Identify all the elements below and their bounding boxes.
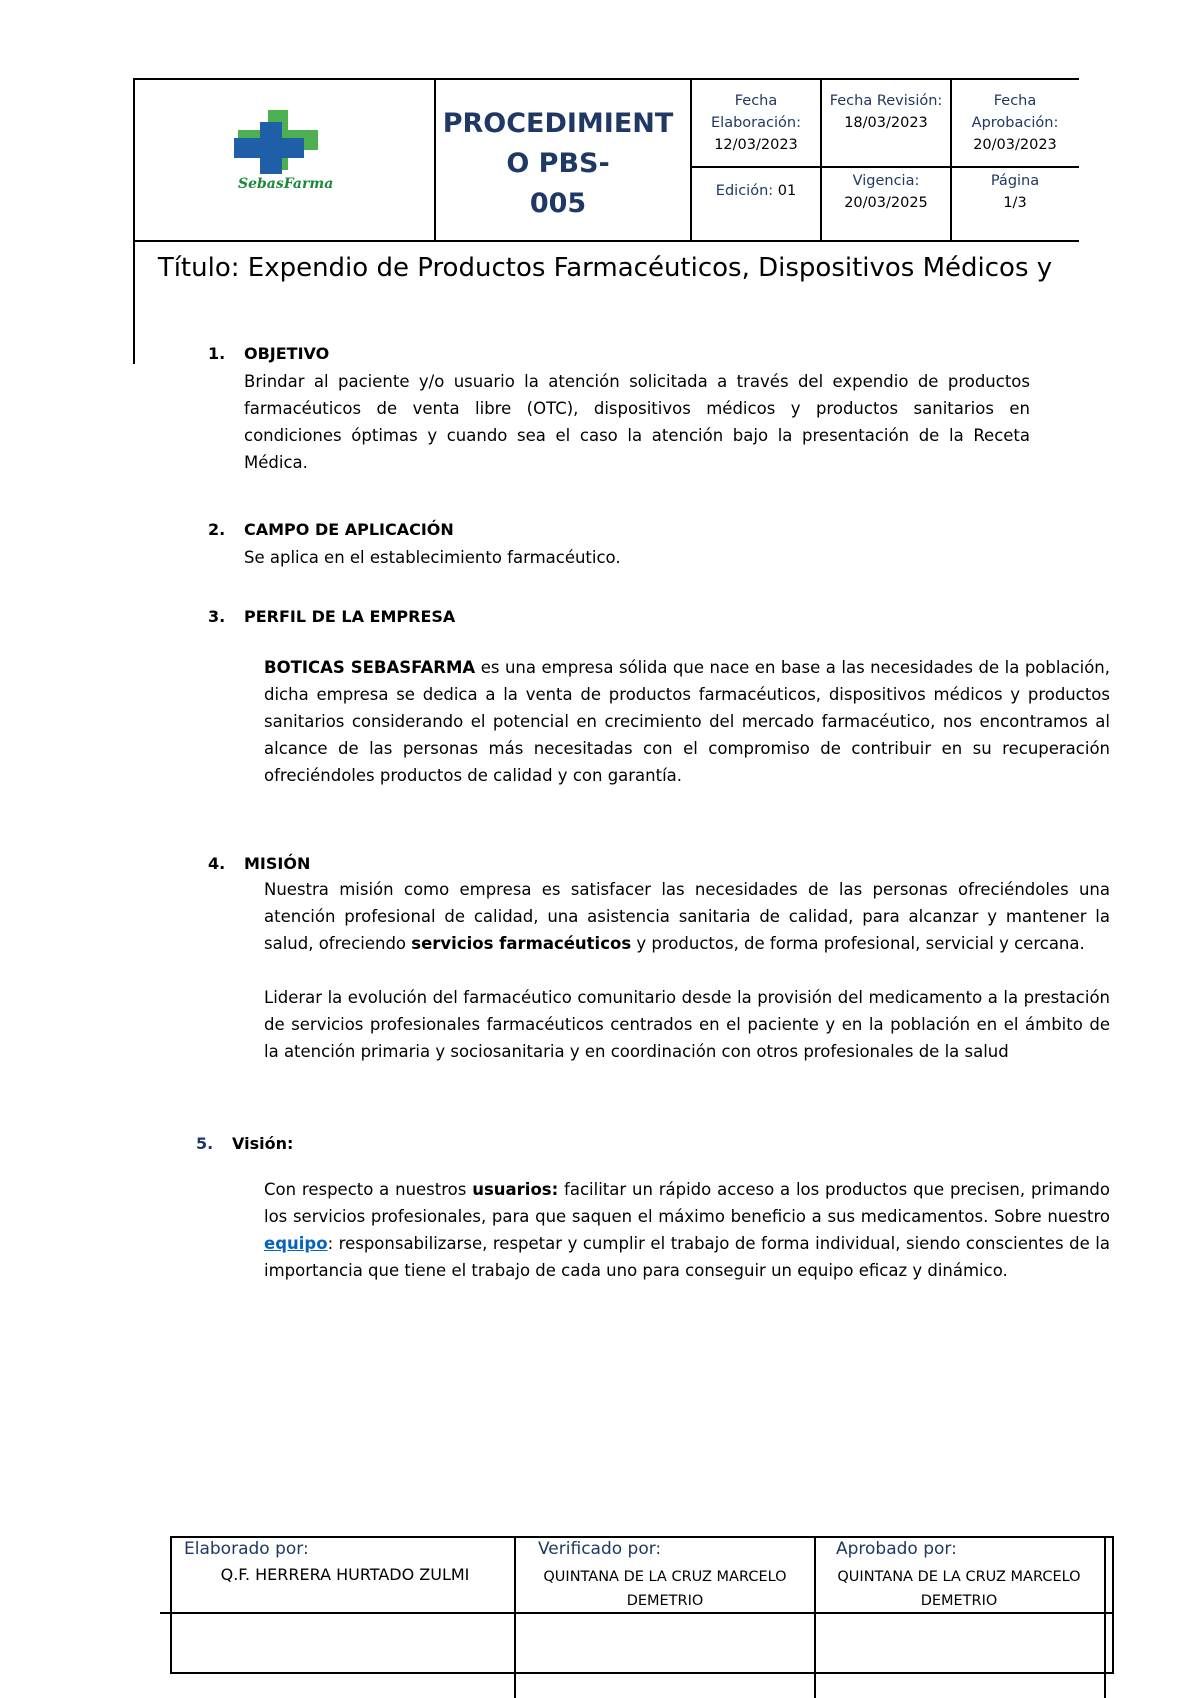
section-heading: OBJETIVO [244,344,330,363]
procedure-code [438,104,678,224]
rule [133,240,1079,242]
meta-label: Fecha Revisión: [829,93,943,109]
meta-label: Vigencia: [852,173,920,189]
aprobado-name: QUINTANA DE LA CRUZ MARCELO DEMETRIO [837,1569,1081,1609]
meta-value: 12/03/2023 [714,137,798,153]
edicion [692,180,820,202]
rule [133,78,1079,80]
section-number: 5. [196,1134,214,1153]
bold-text: servicios farmacéuticos [411,934,632,953]
section-heading: MISIÓN [244,854,311,873]
rule [170,1536,1114,1538]
elaborado-label: Elaborado por: [184,1539,309,1559]
rule [514,1536,516,1698]
section-heading: PERFIL DE LA EMPRESA [244,607,456,626]
meta-value: 18/03/2023 [844,115,928,131]
company-name: BOTICAS SEBASFARMA [264,658,476,677]
section-body [264,654,1110,789]
section-number: 4. [208,854,226,873]
procedure-line: PROCEDIMIENT [442,108,674,139]
body-text: : responsabilizarse, respetar y cumplir el trabajo de forma individual, siendo conscientes de la importancia que tiene el trabajo de cada uno para conseguir un equipo eficaz y dinámico. [264,1234,1110,1280]
fecha-aprobacion [952,90,1078,156]
section-body [264,876,1110,957]
section-number: 2. [208,520,226,539]
meta-label: Edición: [715,183,774,199]
procedure-line: O PBS- [506,148,610,179]
section-body: Se aplica en el establecimiento farmacéutico. [244,548,621,567]
rule [690,166,1079,168]
document-title: Título: Expendio de Productos Farmacéuticos, Dispositivos Médicos y [157,253,1053,283]
body-text: facilitar un rápido acceso a los productos que precisen, primando los servicios profesionales, para que saquen el máximo beneficio a sus medicamentos. Sobre nuestro [264,1180,1110,1226]
rule [1112,1536,1114,1674]
body-text: es una empresa sólida que nace en base a las necesidades de la población, dicha empresa se dedica a la venta de productos farmacéuticos, dispositivos médicos y productos sanitarios considerando el potencial en crecimiento del mercado farmacéutico, nos encontramos al alcance de las personas más necesitadas con el compromiso de contribuir en su recuperación ofreciéndoles productos de calidad y con garantía. [264,658,1111,785]
fecha-elaboracion [692,90,820,156]
meta-label: Fecha Elaboración: [711,93,801,131]
logo-text: SebasFarma [238,176,334,192]
body-text: Con respecto a nuestros [264,1180,467,1199]
bold-text: usuarios: [472,1180,559,1199]
equipo-link[interactable]: equipo [264,1234,328,1253]
verificado-name: QUINTANA DE LA CRUZ MARCELO DEMETRIO [543,1569,787,1609]
rule [160,1612,172,1614]
section-body: Brindar al paciente y/o usuario la atención solicitada a través del expendio de productos farmacéuticos de venta libre (OTC), dispositivos médicos y productos sanitarios en condiciones óptimas y cuando sea el caso la atención bajo la presentación de la Receta Médica. [244,372,1030,472]
meta-value: 01 [777,183,797,199]
rule [170,1672,1114,1674]
elaborado-name: Q.F. HERRERA HURTADO ZULMI [220,1565,470,1584]
section-number: 1. [208,344,226,363]
section-number: 3. [208,607,226,626]
section-heading: Visión: [232,1134,294,1153]
body-text: y productos, de forma profesional, servicial y cercana. [636,934,1085,953]
rule [814,1536,816,1698]
procedure-line: 005 [529,188,587,219]
meta-value: 1/3 [1003,195,1027,211]
meta-value: 20/03/2023 [973,137,1057,153]
meta-value: 20/03/2025 [844,195,928,211]
fecha-revision [822,90,950,134]
pagina [952,170,1078,214]
section-body [264,1176,1110,1284]
verificado-label: Verificado por: [538,1539,662,1559]
section-heading: CAMPO DE APLICACIÓN [244,520,454,539]
rule [133,78,135,364]
meta-label: Página [990,173,1040,189]
rule [434,78,436,242]
sebasfarma-logo [230,108,350,198]
body-text: Nuestra misión como empresa es satisfacer las necesidades de las personas ofreciéndoles una atención profesional de calidad, una asistencia sanitaria de calidad, para alcanzar y mantener la salud, ofreciendo [264,880,1110,953]
section-body: Liderar la evolución del farmacéutico comunitario desde la provisión del medicamento a la prestación de servicios profesionales farmacéuticos centrados en el paciente y en la población en el ámbito de la atención primaria y sociosanitaria y en coordinación con otros profesionales de la salud [264,988,1110,1061]
vigencia [822,170,950,214]
meta-label: Fecha Aprobación: [971,93,1059,131]
aprobado-label: Aprobado por: [836,1539,957,1559]
rule [1104,1536,1106,1698]
rule [170,1536,172,1674]
